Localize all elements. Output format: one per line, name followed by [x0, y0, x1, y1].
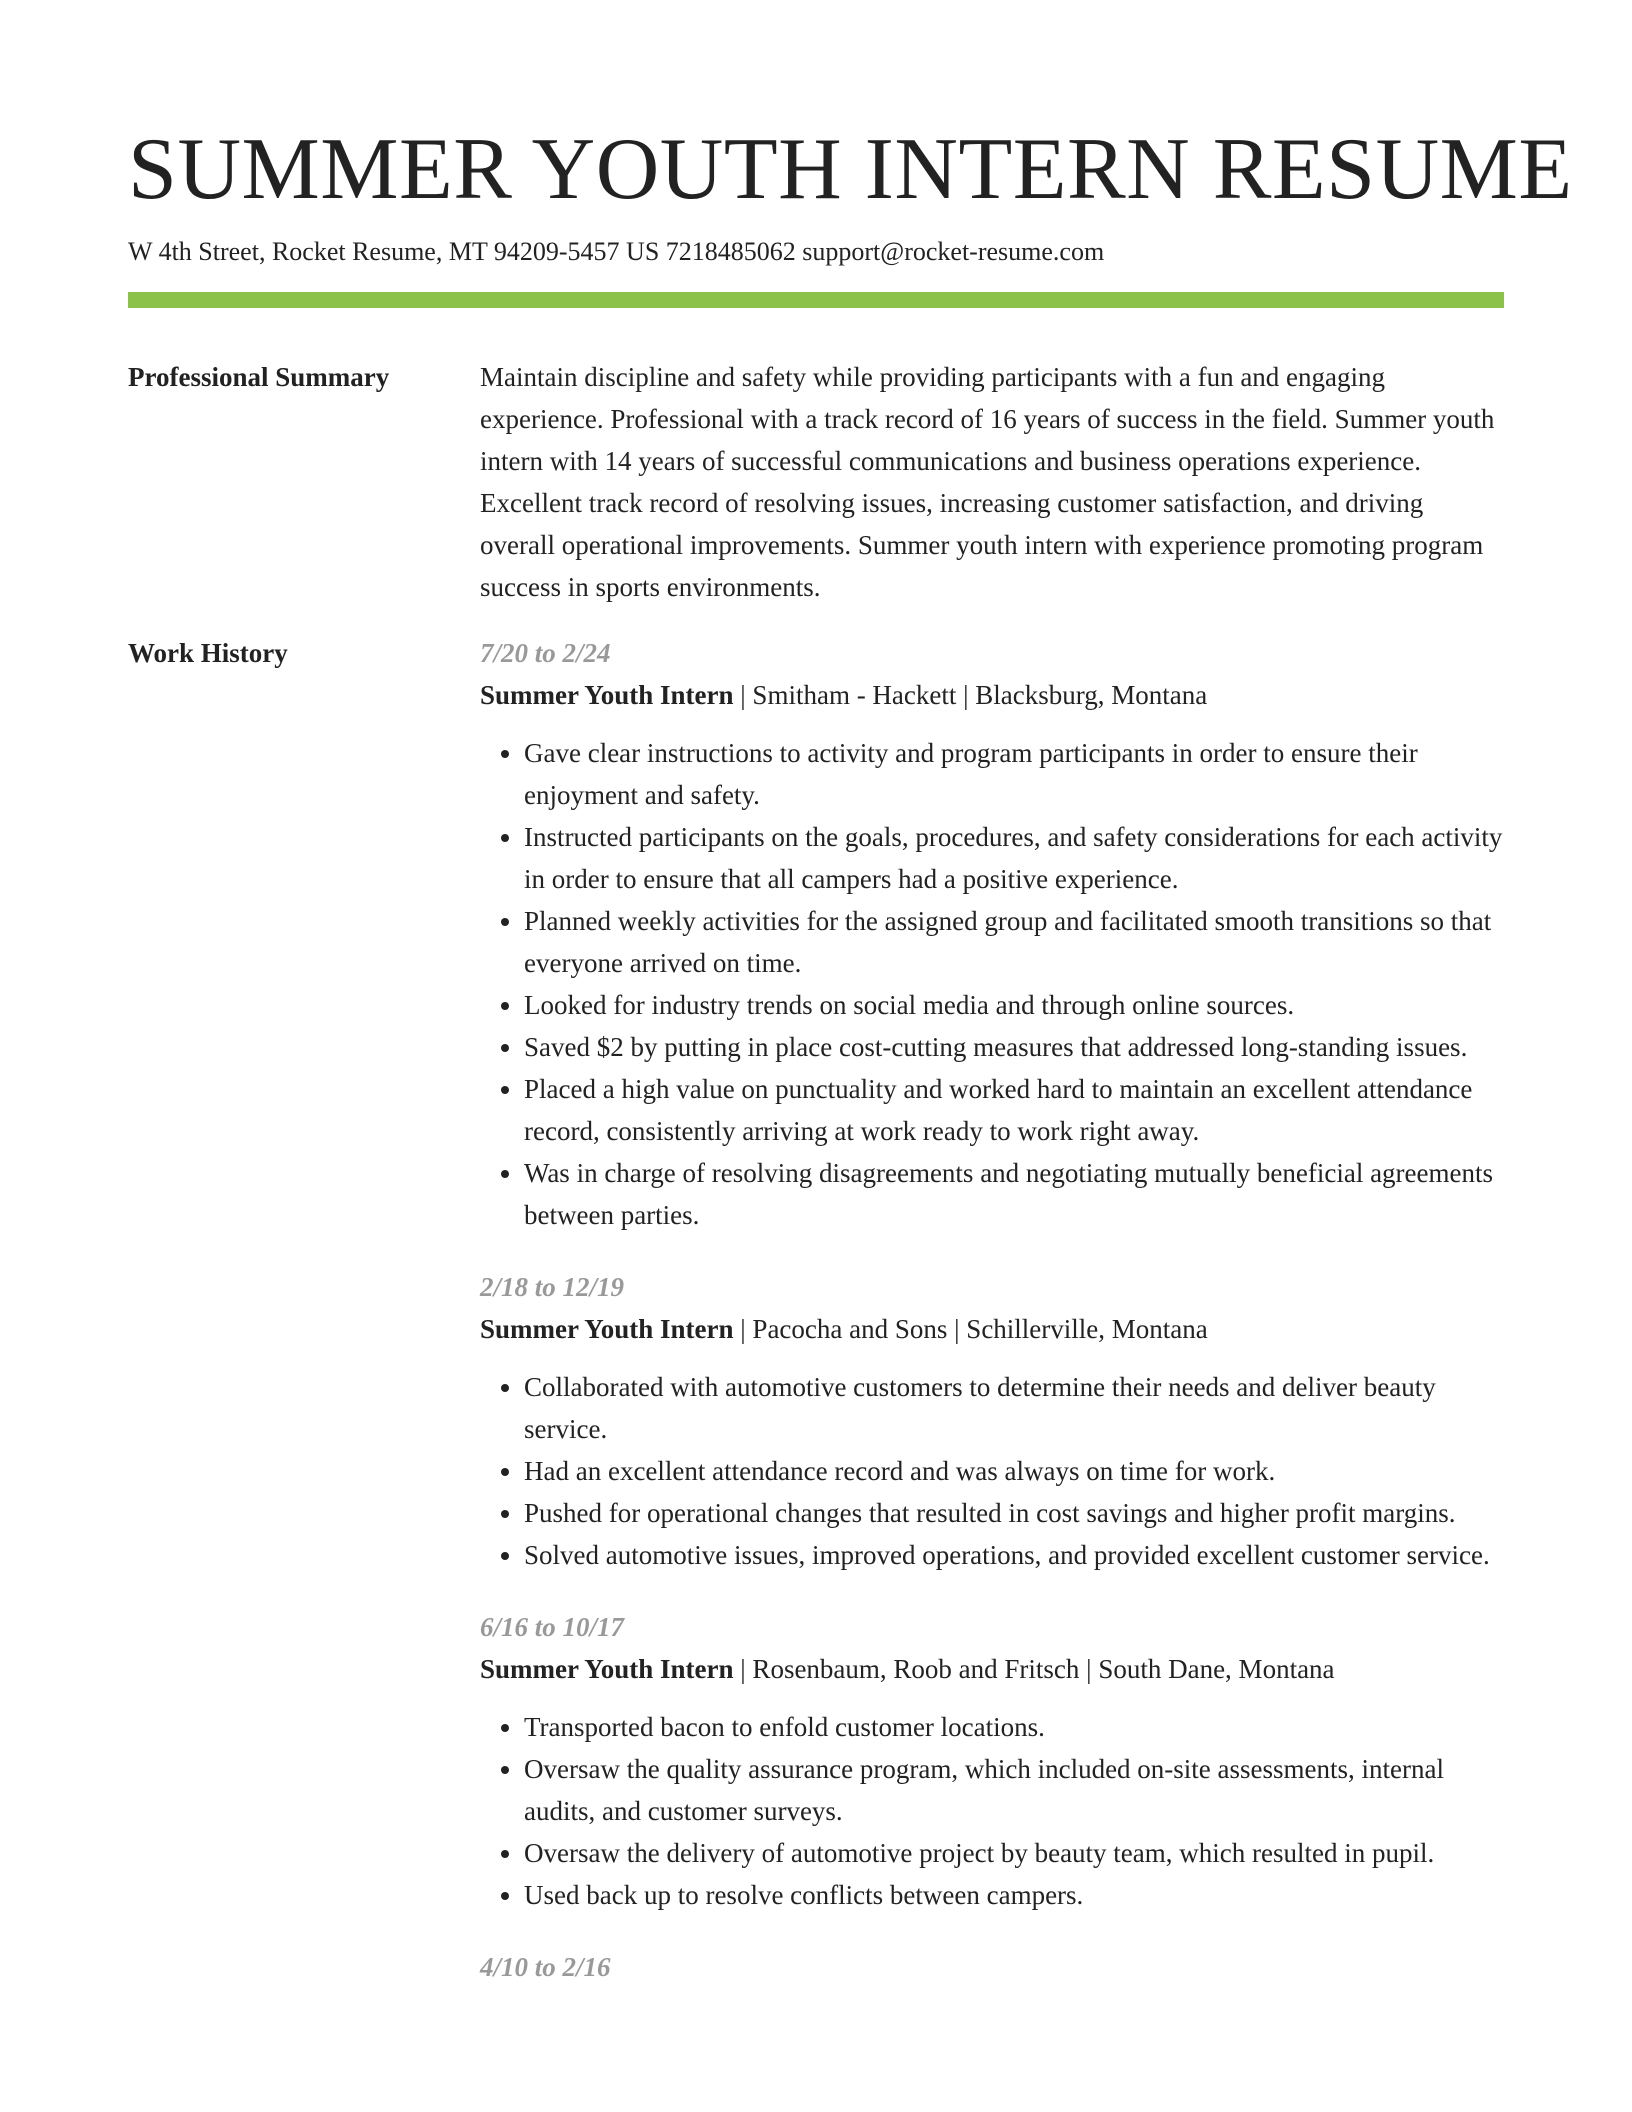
job-heading: [480, 674, 1504, 716]
contact-line: W 4th Street, Rocket Resume, MT 94209-5457 US 7218485062 support@rocket-resume.com: [128, 237, 1105, 266]
job-bullet: • Gave clear instructions to activity and program participants in order to ensure their enjoyment and safety.: [524, 732, 1504, 816]
accent-divider: [128, 292, 1504, 308]
job-bullet: • Oversaw the delivery of automotive project by beauty team, which resulted in pupil.: [524, 1832, 1504, 1874]
job-title: Summer Youth Intern: [480, 680, 734, 710]
job-entry: [480, 1266, 1504, 1576]
job-bullet: • Had an excellent attendance record and was always on time for work.: [524, 1450, 1504, 1492]
job-title: Summer Youth Intern: [480, 1314, 734, 1344]
job-entry: [480, 1606, 1504, 1916]
job-dates: 4/10 to 2/16: [480, 1952, 611, 1982]
job-dates: 6/16 to 10/17: [480, 1612, 625, 1642]
professional-summary-section: [128, 356, 1504, 608]
job-employer-location: | Pacocha and Sons | Schillerville, Montana: [733, 1314, 1208, 1344]
job-bullet: • Solved automotive issues, improved operations, and provided excellent customer service.: [524, 1534, 1504, 1576]
job-bullets: [480, 732, 1504, 1236]
job-bullet: • Looked for industry trends on social media and through online sources.: [524, 984, 1504, 1026]
job-dates: 7/20 to 2/24: [480, 638, 611, 668]
job-bullet: • Collaborated with automotive customers to determine their needs and deliver beauty service.: [524, 1366, 1504, 1450]
job-bullet: • Instructed participants on the goals, procedures, and safety considerations for each activity in order to ensure that all campers had a positive experience.: [524, 816, 1504, 900]
job-bullet: • Oversaw the quality assurance program, which included on-site assessments, internal audits, and customer surveys.: [524, 1748, 1504, 1832]
summary-text: Maintain discipline and safety while providing participants with a fun and engaging experience. Professional with a track record of 16 years of success in the field. Summer youth intern with 14 years of successful communications and business operations experience. Excellent track record of resolving issues, increasing customer satisfaction, and driving overall operational improvements. Summer youth intern with experience promoting program success in sports environments.: [480, 362, 1495, 602]
job-bullet: • Planned weekly activities for the assigned group and facilitated smooth transitions so that everyone arrived on time.: [524, 900, 1504, 984]
job-heading: [480, 1308, 1504, 1350]
section-label-professional-summary: Professional Summary: [128, 362, 390, 392]
work-history-section: [128, 632, 1504, 1988]
job-bullet: • Pushed for operational changes that resulted in cost savings and higher profit margins.: [524, 1492, 1504, 1534]
job-bullet: • Placed a high value on punctuality and worked hard to maintain an excellent attendance record, consistently arriving at work ready to work right away.: [524, 1068, 1504, 1152]
job-entry: [480, 1946, 1504, 1988]
work-history-list: [480, 632, 1504, 1988]
job-entry: [480, 632, 1504, 1236]
job-employer-location: | Smitham - Hackett | Blacksburg, Montana: [733, 680, 1208, 710]
job-bullet: • Was in charge of resolving disagreements and negotiating mutually beneficial agreements between parties.: [524, 1152, 1504, 1236]
section-label-work-history: Work History: [128, 638, 288, 668]
job-bullet: • Transported bacon to enfold customer locations.: [524, 1706, 1504, 1748]
job-dates: 2/18 to 12/19: [480, 1272, 625, 1302]
resume-title: SUMMER YOUTH INTERN RESUME: [128, 121, 1573, 218]
job-bullet: • Saved $2 by putting in place cost-cutting measures that addressed long-standing issues.: [524, 1026, 1504, 1068]
resume-page: [128, 118, 1573, 1988]
job-bullet: • Used back up to resolve conflicts between campers.: [524, 1874, 1504, 1916]
job-employer-location: | Rosenbaum, Roob and Fritsch | South Dane, Montana: [733, 1654, 1335, 1684]
job-title: Summer Youth Intern: [480, 1654, 734, 1684]
job-bullets: [480, 1706, 1504, 1916]
job-heading: [480, 1648, 1504, 1690]
job-bullets: [480, 1366, 1504, 1576]
